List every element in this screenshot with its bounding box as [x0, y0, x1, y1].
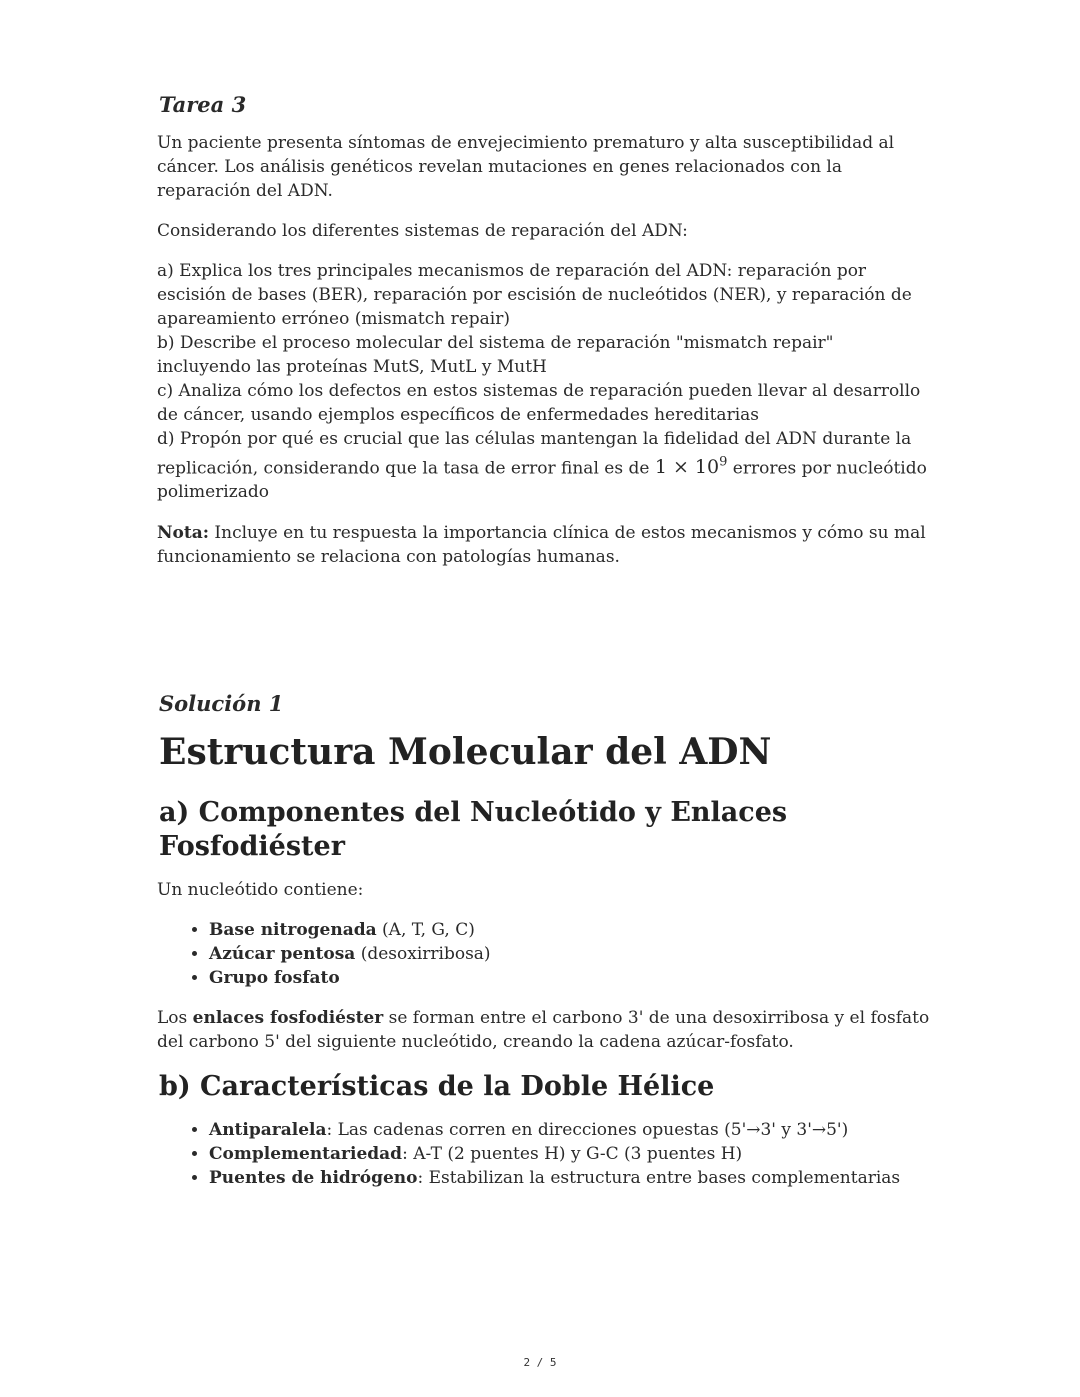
list-item: • Grupo fosfato: [209, 966, 932, 990]
solution-heading: Estructura Molecular del ADN: [159, 731, 772, 774]
task-part-b: b) Describe el proceso molecular del sistema de reparación "mismatch repair" incluyendo las proteínas MutS, MutL y MutH: [157, 333, 834, 377]
error-rate-formula: $1 \times 10^9$: [654, 455, 728, 479]
document-page: [157, 92, 932, 1206]
task-part-d: [157, 427, 932, 504]
task-title: Tarea 3: [159, 92, 247, 117]
task-part-a: a) Explica los tres principales mecanismos de reparación del ADN: reparación por escisión de bases (BER), reparación por escisión de nucleótidos (NER), y reparación de apareamiento erróneo (mismatch repair): [157, 261, 912, 329]
phosphodiester-paragraph: Los enlaces fosfodiéster se forman entre el carbono 3' de una desoxirribosa y el fosfato del carbono 5' del siguiente nucleótido, creando la cadena azúcar-fosfato.: [157, 1008, 930, 1053]
task-intro: Un paciente presenta síntomas de envejecimiento prematuro y alta susceptibilidad al cáncer. Los análisis genéticos revelan mutaciones en genes relacionados con la reparación del ADN.: [157, 133, 895, 201]
list-item: • Antiparalela: Las cadenas corren en direcciones opuestas (5'→3' y 3'→5'): [209, 1118, 932, 1142]
note-label: Nota:: [157, 523, 210, 544]
page-number: 2 / 5: [523, 1356, 557, 1369]
task-note: [157, 521, 932, 569]
task-part-d-end: errores por nucleótido polimerizado: [157, 458, 927, 503]
section-a-intro: Un nucleótido contiene:: [157, 880, 364, 901]
task-considering: Considerando los diferentes sistemas de reparación del ADN:: [157, 221, 688, 241]
helix-features-list: [157, 1118, 932, 1190]
nucleotide-components-list: [157, 918, 932, 990]
section-b-heading: b) Características de la Doble Hélice: [159, 1071, 715, 1103]
solution-title: Solución 1: [159, 691, 284, 717]
section-a-heading: a) Componentes del Nucleótido y Enlaces Fosfodiéster: [159, 797, 788, 863]
list-item: • Complementariedad: A-T (2 puentes H) y G-C (3 puentes H): [209, 1142, 932, 1166]
task-parts: [157, 259, 932, 504]
task-part-d-text: d) Propón por qué es crucial que las células mantengan la fidelidad del ADN durante la replicación, considerando que la tasa de error final es de: [157, 429, 912, 479]
list-item: • Puentes de hidrógeno: Estabilizan la estructura entre bases complementarias: [209, 1166, 932, 1190]
list-item: • Base nitrogenada (A, T, G, C): [209, 918, 932, 942]
list-item: • Azúcar pentosa (desoxirribosa): [209, 942, 932, 966]
note-text: Incluye en tu respuesta la importancia clínica de estos mecanismos y cómo su mal funcionamiento se relaciona con patologías humanas.: [157, 523, 926, 568]
task-part-c: c) Analiza cómo los defectos en estos sistemas de reparación pueden llevar al desarrollo de cáncer, usando ejemplos específicos de enfermedades hereditarias: [157, 381, 921, 425]
